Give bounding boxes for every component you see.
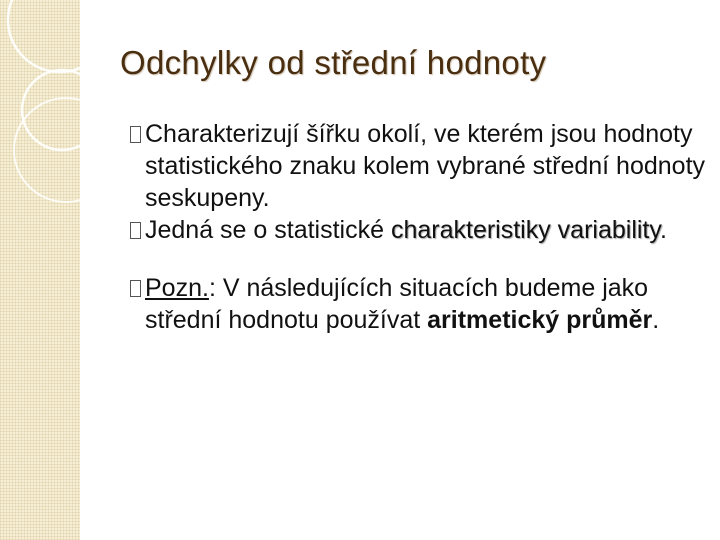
- decorative-side-band: [0, 0, 80, 540]
- box-bullet-icon: [130, 222, 141, 239]
- bullet-text-before: Jedná se o statistické: [145, 216, 391, 244]
- box-bullet-icon: [130, 280, 141, 297]
- bullet-text-after: .: [652, 306, 660, 334]
- note-label-link[interactable]: Pozn.: [145, 274, 209, 302]
- page-title: Odchylky od střední hodnoty: [120, 44, 547, 81]
- list-item: [130, 272, 710, 336]
- note-text: : V následujících situacích budeme jako střední hodnotu používat: [145, 274, 649, 334]
- slide-content: [130, 118, 710, 336]
- bullet-text: Charakterizují šířku okolí, ve kterém jsou hodnoty statistického znaku kolem vybrané střední hodnoty seskupeny.: [145, 120, 706, 212]
- list-item: [130, 118, 710, 214]
- box-bullet-icon: [130, 126, 141, 143]
- list-item: [130, 214, 710, 246]
- bullet-text-after: .: [660, 216, 667, 244]
- bold-term: aritmetický průměr: [427, 306, 653, 334]
- bullet-text: [145, 272, 710, 336]
- emphasis-text: charakteristiky variability: [390, 216, 661, 244]
- bullet-text: [145, 214, 710, 246]
- decorative-circles-icon: [0, 0, 80, 540]
